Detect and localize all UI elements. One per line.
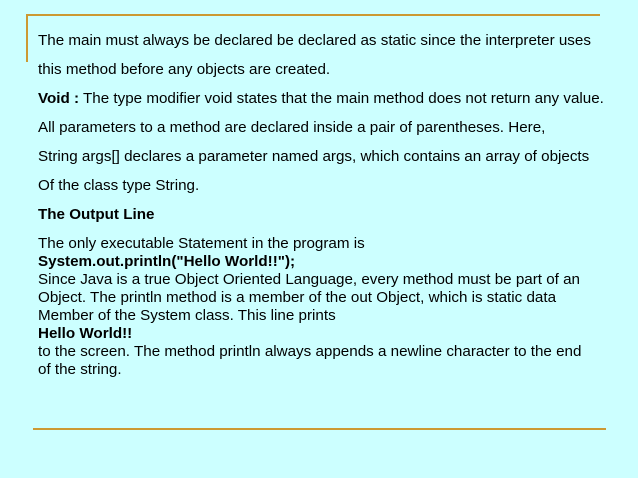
println-statement: System.out.println("Hello World!!"); (38, 253, 296, 270)
text-line-5: String args[] declares a parameter named args, which contains an array of objects (38, 148, 590, 165)
void-definition-line: Void : The type modifier void states that the main method does not return any value. (38, 90, 604, 107)
text-line-8: The only executable Statement in the program is (38, 235, 365, 252)
text-line-15: of the string. (38, 361, 122, 378)
text-line-10: Since Java is a true Object Oriented Language, every method must be part of an (38, 271, 580, 288)
slide-body-text (38, 32, 636, 379)
text-line-11: Object. The println method is a member of the out Object, which is static data (38, 289, 557, 306)
hello-world-output: Hello World!! (38, 325, 133, 342)
text-line-2: this method before any objects are created. (38, 61, 331, 78)
top-rule (26, 14, 600, 16)
text-line-4: All parameters to a method are declared inside a pair of parentheses. Here, (38, 119, 546, 136)
text-line-6: Of the class type String. (38, 177, 200, 194)
text-line-14: to the screen. The method println always appends a newline character to the end (38, 343, 582, 360)
text-line-1: The main must always be declared be declared as static since the interpreter uses (38, 32, 591, 49)
void-term: Void : (38, 90, 80, 107)
left-rule (26, 14, 28, 62)
output-line-heading: The Output Line (38, 206, 155, 223)
text-line-12: Member of the System class. This line prints (38, 307, 336, 324)
bottom-rule (33, 428, 606, 430)
